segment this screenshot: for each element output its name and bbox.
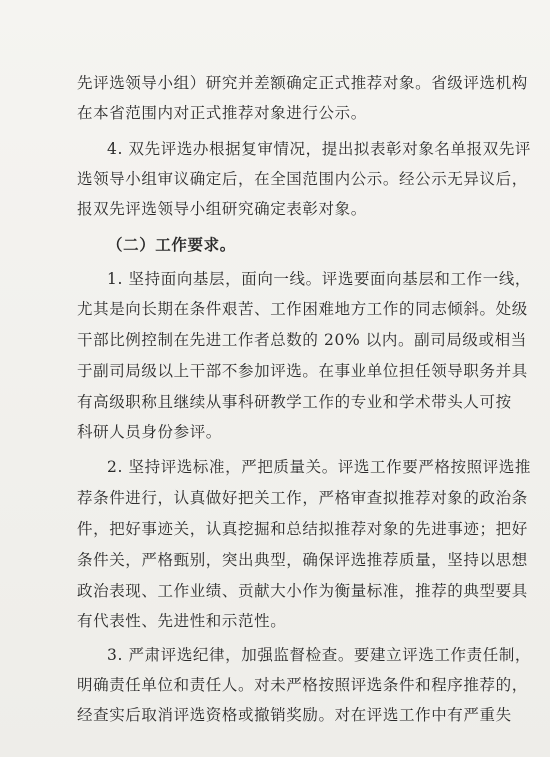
text-line: 选领导小组审议确定后，在全国范围内公示。经公示无异议后， bbox=[77, 170, 528, 188]
text-line: 政治表现、工作业绩、贡献大小作为衡量标准，推荐的典型要具 bbox=[77, 582, 528, 600]
text-line: 有代表性、先进性和示范性。 bbox=[77, 612, 287, 630]
section-heading: （二）工作要求。 bbox=[107, 235, 236, 254]
text-line: 条件关，严格甄别，突出典型，确保评选推荐质量，坚持以思想 bbox=[77, 551, 528, 569]
text-line: 有高级职称且继续从事科研教学工作的专业和学术带头人可按 bbox=[77, 393, 512, 411]
text-line: 报双先评选领导小组研究确定表彰对象。 bbox=[77, 200, 367, 218]
text-line: 经查实后取消评选资格或撤销奖励。对在评选工作中有严重失 bbox=[77, 706, 512, 724]
text-line: 明确责任单位和责任人。对未严格按照评选条件和程序推荐的， bbox=[77, 676, 528, 694]
text-line: 荐条件进行，认真做好把关工作，严格审查拟推荐对象的政治条 bbox=[77, 489, 528, 507]
text-line: 3. 严肃评选纪律，加强监督检查。要建立评选工作责任制， bbox=[107, 646, 532, 664]
text-line: 干部比例控制在先进工作者总数的 20% 以内。副司局级或相当 bbox=[77, 331, 527, 349]
text-line: 尤其是向长期在条件艰苦、工作困难地方工作的同志倾斜。处级 bbox=[77, 300, 528, 318]
text-line: 于副司局级以上干部不参加评选。在事业单位担任领导职务并具 bbox=[77, 362, 528, 380]
text-line: 4. 双先评选办根据复审情况，提出拟表彰对象名单报双先评 bbox=[107, 140, 532, 158]
text-line: 1. 坚持面向基层，面向一线。评选要面向基层和工作一线， bbox=[107, 270, 532, 288]
text-line: 先评选领导小组）研究并差额确定正式推荐对象。省级评选机构 bbox=[77, 74, 528, 92]
text-line: 件，把好事迹关，认真挖掘和总结拟推荐对象的先进事迹；把好 bbox=[77, 520, 528, 538]
text-line: 2. 坚持评选标准，严把质量关。评选工作要严格按照评选推 bbox=[107, 458, 532, 476]
text-line: 在本省范围内对正式推荐对象进行公示。 bbox=[77, 104, 367, 122]
text-line: 科研人员身份参评。 bbox=[77, 423, 222, 441]
